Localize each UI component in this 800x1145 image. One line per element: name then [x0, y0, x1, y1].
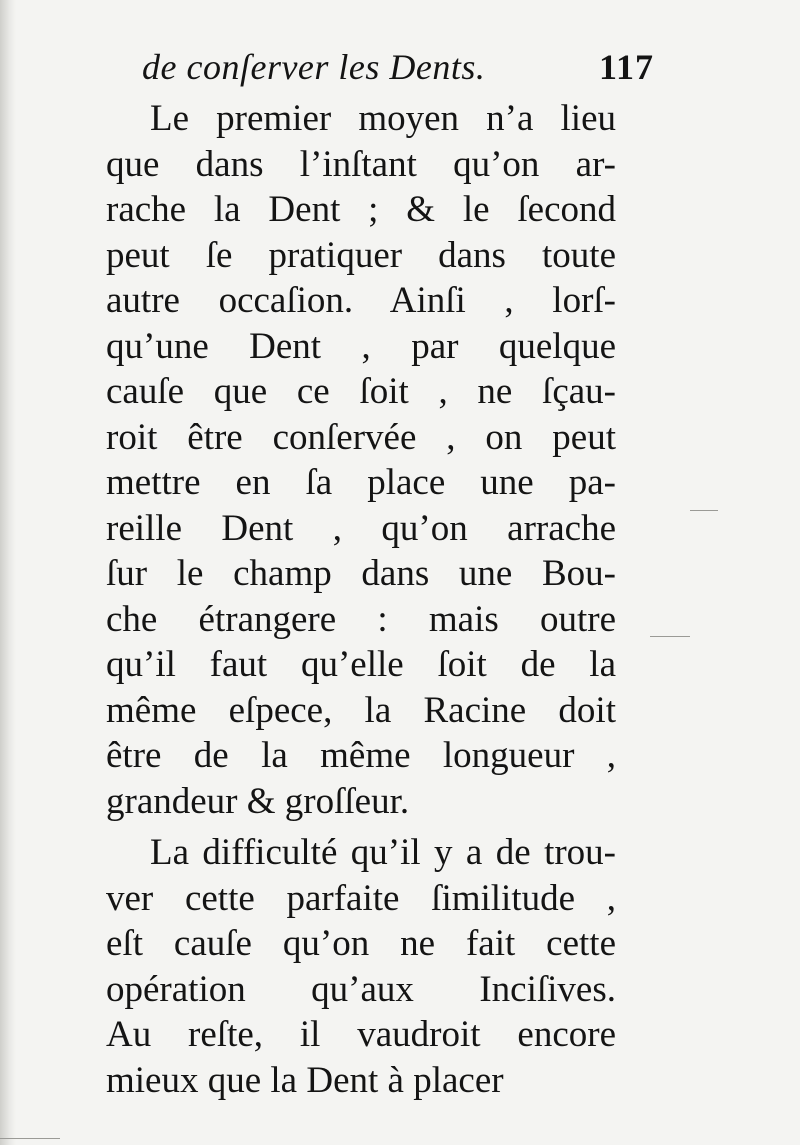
gutter-shadow — [0, 0, 16, 1145]
text-line: roit être conſervée , on peut — [106, 416, 616, 458]
running-title: de conſerver les Dents. — [142, 47, 486, 87]
text-line: mieux que la Dent à placer — [106, 1059, 504, 1101]
page-edge-mark — [650, 636, 690, 637]
text-line: La difficulté qu’il y a de trou- — [150, 832, 616, 873]
text-line: qu’il faut qu’elle ſoit de la — [106, 644, 616, 685]
paragraph-1 — [106, 96, 626, 824]
text-line: Au reſte, il vaudroit encore — [106, 1014, 616, 1055]
running-head — [142, 46, 654, 96]
text-line: qu’une Dent , par quelque — [106, 325, 616, 367]
text-line: mettre en ſa place une pa- — [106, 462, 616, 503]
text-line: ver cette parfaite ſimilitude , — [106, 877, 616, 919]
page-edge-mark — [0, 1138, 60, 1139]
text-line: être de la même longueur , — [106, 735, 616, 776]
text-line: opération qu’aux Inciſives. — [106, 968, 616, 1010]
text-line: peut ſe pratiquer dans toute — [106, 234, 616, 276]
text-line: reille Dent , qu’on arrache — [106, 507, 616, 549]
text-block — [106, 46, 654, 1103]
text-line: che étrangere : mais outre — [106, 598, 616, 640]
text-line: rache la Dent ; & le ſecond — [106, 189, 616, 230]
text-line: même eſpece, la Racine doit — [106, 689, 616, 731]
text-line: que dans l’inſtant qu’on ar- — [106, 143, 616, 185]
text-line: Le premier moyen n’a lieu — [150, 98, 616, 139]
text-line: autre occaſion. Ainſi , lorſ- — [106, 280, 616, 321]
text-line: grandeur & groſſeur. — [106, 780, 410, 822]
text-line: cauſe que ce ſoit , ne ſçau- — [106, 371, 616, 412]
text-line: ſur le champ dans une Bou- — [106, 553, 616, 594]
page-edge-mark — [690, 510, 718, 511]
text-line: eſt cauſe qu’on ne fait cette — [106, 923, 616, 964]
page-number: 117 — [598, 47, 654, 87]
paragraph-2 — [106, 830, 626, 1103]
